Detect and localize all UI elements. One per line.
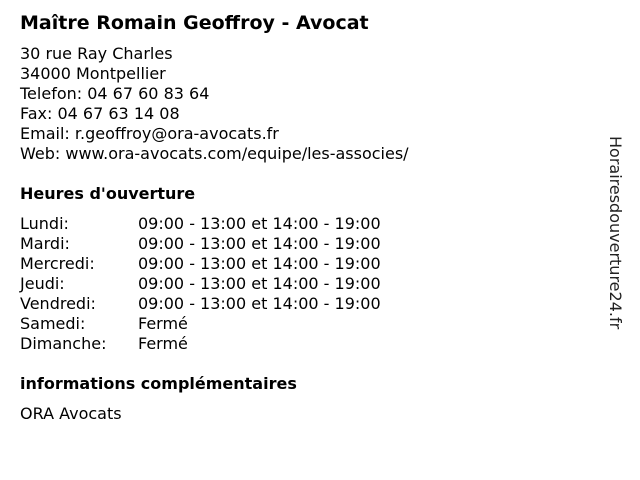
info-heading: informations complémentaires — [20, 374, 297, 393]
opening-hours-table — [20, 214, 600, 354]
hours-row-saturday — [20, 314, 600, 334]
day-label: Mercredi: — [20, 254, 95, 273]
hours-row-monday — [20, 214, 600, 234]
business-card — [20, 10, 600, 424]
hours-row-thursday — [20, 274, 600, 294]
time-value: Fermé — [138, 314, 188, 333]
time-value: 09:00 - 13:00 et 14:00 - 19:00 — [138, 214, 381, 233]
website-url: Web: www.ora-avocats.com/equipe/les-associes/ — [20, 144, 409, 163]
day-label: Vendredi: — [20, 294, 96, 313]
info-text: ORA Avocats — [20, 404, 122, 423]
day-label: Dimanche: — [20, 334, 107, 353]
day-label: Samedi: — [20, 314, 86, 333]
hours-row-sunday — [20, 334, 600, 354]
hours-row-wednesday — [20, 254, 600, 274]
address-block — [20, 44, 600, 164]
time-value: 09:00 - 13:00 et 14:00 - 19:00 — [138, 274, 381, 293]
email-address: Email: r.geoffroy@ora-avocats.fr — [20, 124, 279, 143]
hours-row-tuesday — [20, 234, 600, 254]
address-street: 30 rue Ray Charles — [20, 44, 173, 63]
day-label: Lundi: — [20, 214, 69, 233]
time-value: 09:00 - 13:00 et 14:00 - 19:00 — [138, 234, 381, 253]
hours-row-friday — [20, 294, 600, 314]
fax-number: Fax: 04 67 63 14 08 — [20, 104, 180, 123]
page-title: Maître Romain Geoffroy - Avocat — [20, 12, 369, 34]
time-value: 09:00 - 13:00 et 14:00 - 19:00 — [138, 294, 381, 313]
time-value: 09:00 - 13:00 et 14:00 - 19:00 — [138, 254, 381, 273]
phone-number: Telefon: 04 67 60 83 64 — [20, 84, 210, 103]
day-label: Jeudi: — [20, 274, 65, 293]
day-label: Mardi: — [20, 234, 70, 253]
hours-heading: Heures d'ouverture — [20, 184, 196, 203]
site-watermark: Horairesdouverture24.fr — [606, 136, 625, 330]
time-value: Fermé — [138, 334, 188, 353]
address-city: 34000 Montpellier — [20, 64, 166, 83]
